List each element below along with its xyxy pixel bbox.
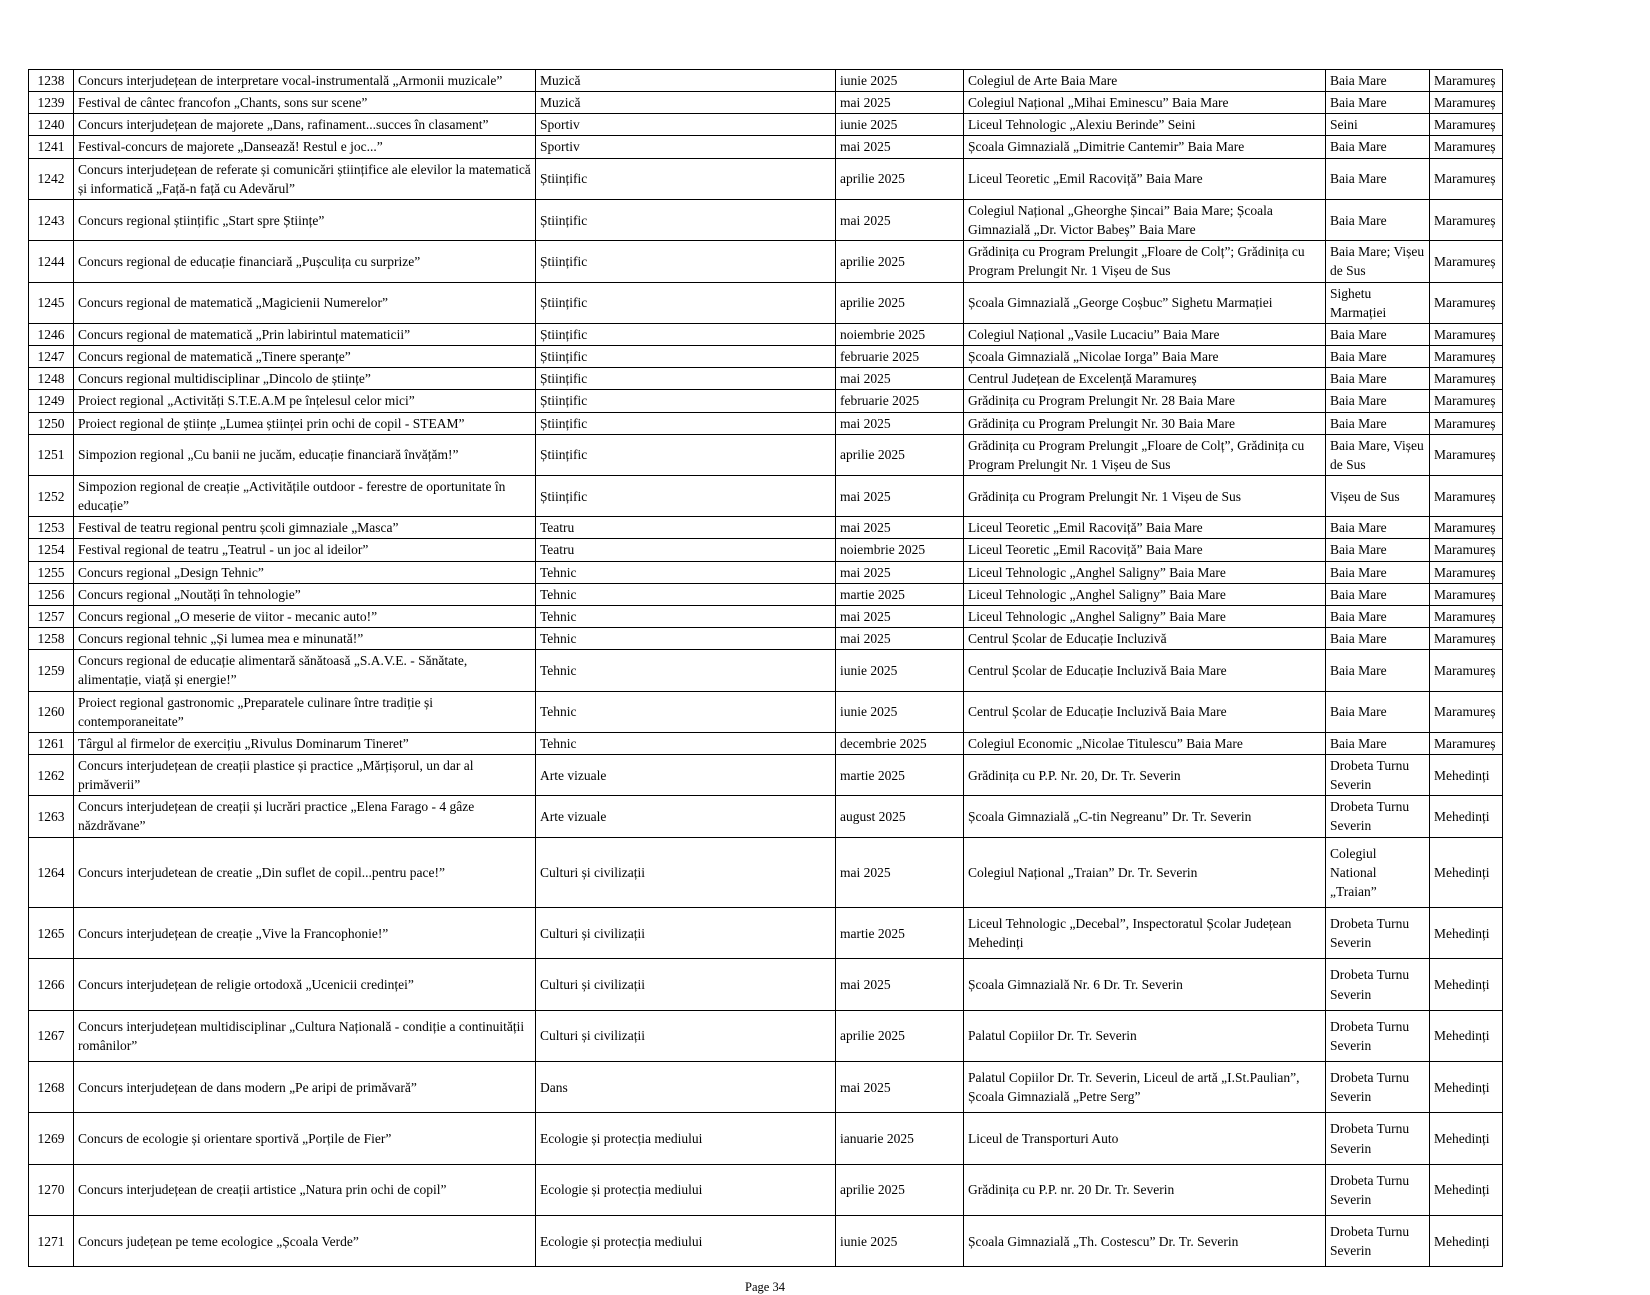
- cell-city: Baia Mare: [1326, 732, 1430, 754]
- cell-name: Festival regional de teatru „Teatrul - un joc al ideilor”: [74, 539, 536, 561]
- cell-category: Științific: [536, 323, 836, 345]
- table-row: [29, 1215, 1503, 1266]
- cell-date: decembrie 2025: [836, 732, 964, 754]
- cell-date: februarie 2025: [836, 346, 964, 368]
- cell-organizer: Grădinița cu Program Prelungit Nr. 28 Baia Mare: [964, 390, 1326, 412]
- cell-county: Maramureș: [1430, 434, 1503, 475]
- cell-date: noiembrie 2025: [836, 539, 964, 561]
- cell-county: Mehedinți: [1430, 1113, 1503, 1164]
- cell-category: Științific: [536, 412, 836, 434]
- cell-name: Concurs regional științific „Start spre Științe”: [74, 199, 536, 240]
- table-row: [29, 755, 1503, 796]
- cell-date: martie 2025: [836, 755, 964, 796]
- cell-category: Teatru: [536, 539, 836, 561]
- cell-city: Baia Mare: [1326, 368, 1430, 390]
- cell-organizer: Centrul Școlar de Educație Incluzivă: [964, 628, 1326, 650]
- cell-county: Maramureș: [1430, 517, 1503, 539]
- cell-city: Baia Mare: [1326, 561, 1430, 583]
- cell-category: Teatru: [536, 517, 836, 539]
- cell-category: Culturi și civilizații: [536, 1010, 836, 1061]
- cell-date: aprilie 2025: [836, 1164, 964, 1215]
- table-row: [29, 114, 1503, 136]
- cell-category: Tehnic: [536, 583, 836, 605]
- table-row: [29, 605, 1503, 627]
- cell-date: ianuarie 2025: [836, 1113, 964, 1164]
- cell-number: 1250: [29, 412, 74, 434]
- cell-name: Concurs interjudețean de referate și comunicări științifice ale elevilor la matematică și informatică „Față-n față cu Adevărul”: [74, 158, 536, 199]
- cell-date: aprilie 2025: [836, 158, 964, 199]
- cell-category: Dans: [536, 1062, 836, 1113]
- cell-date: mai 2025: [836, 605, 964, 627]
- table-row: [29, 92, 1503, 114]
- cell-date: aprilie 2025: [836, 282, 964, 323]
- table-row: [29, 959, 1503, 1010]
- cell-number: 1255: [29, 561, 74, 583]
- cell-county: Maramureș: [1430, 241, 1503, 282]
- cell-name: Simpozion regional de creație „Activitățile outdoor - ferestre de oportunitate în educație”: [74, 475, 536, 516]
- cell-city: Baia Mare: [1326, 691, 1430, 732]
- cell-city: Baia Mare: [1326, 323, 1430, 345]
- cell-name: Concurs interjudetean de creatie „Din suflet de copil...pentru pace!”: [74, 837, 536, 907]
- cell-city: Baia Mare: [1326, 583, 1430, 605]
- cell-number: 1241: [29, 136, 74, 158]
- cell-organizer: Școala Gimnazială „Th. Costescu” Dr. Tr. Severin: [964, 1215, 1326, 1266]
- cell-city: Drobeta Turnu Severin: [1326, 1164, 1430, 1215]
- cell-name: Festival-concurs de majorete „Dansează! Restul e joc...”: [74, 136, 536, 158]
- table-row: [29, 517, 1503, 539]
- cell-county: Maramureș: [1430, 412, 1503, 434]
- table-row: [29, 70, 1503, 92]
- cell-organizer: Colegiul de Arte Baia Mare: [964, 70, 1326, 92]
- cell-date: mai 2025: [836, 959, 964, 1010]
- cell-county: Maramureș: [1430, 92, 1503, 114]
- cell-category: Științific: [536, 475, 836, 516]
- table-row: [29, 837, 1503, 907]
- cell-date: mai 2025: [836, 368, 964, 390]
- cell-number: 1257: [29, 605, 74, 627]
- cell-county: Maramureș: [1430, 561, 1503, 583]
- cell-category: Sportiv: [536, 136, 836, 158]
- cell-date: iunie 2025: [836, 70, 964, 92]
- cell-number: 1251: [29, 434, 74, 475]
- table-row: [29, 628, 1503, 650]
- cell-county: Maramureș: [1430, 136, 1503, 158]
- table-row: [29, 732, 1503, 754]
- cell-county: Maramureș: [1430, 346, 1503, 368]
- cell-organizer: Colegiul Național „Vasile Lucaciu” Baia Mare: [964, 323, 1326, 345]
- table-row: [29, 539, 1503, 561]
- cell-organizer: Școala Gimnazială „Dimitrie Cantemir” Baia Mare: [964, 136, 1326, 158]
- cell-name: Concurs regional „Noutăți în tehnologie”: [74, 583, 536, 605]
- cell-category: Științific: [536, 282, 836, 323]
- cell-county: Maramureș: [1430, 390, 1503, 412]
- cell-county: Mehedinți: [1430, 837, 1503, 907]
- cell-number: 1270: [29, 1164, 74, 1215]
- table-row: [29, 691, 1503, 732]
- cell-county: Mehedinți: [1430, 1164, 1503, 1215]
- cell-category: Tehnic: [536, 650, 836, 691]
- cell-number: 1269: [29, 1113, 74, 1164]
- table-row: [29, 650, 1503, 691]
- cell-organizer: Grădinița cu Program Prelungit „Floare de Colț”; Grădinița cu Program Prelungit Nr. 1 Vișeu de Sus: [964, 241, 1326, 282]
- cell-number: 1245: [29, 282, 74, 323]
- cell-county: Maramureș: [1430, 691, 1503, 732]
- cell-county: Maramureș: [1430, 70, 1503, 92]
- cell-name: Concurs interjudețean multidisciplinar „Cultura Națională - condiție a continuității românilor”: [74, 1010, 536, 1061]
- cell-organizer: Școala Gimnazială „C-tin Negreanu” Dr. Tr. Severin: [964, 796, 1326, 837]
- cell-name: Proiect regional „Activități S.T.E.A.M pe înțelesul celor mici”: [74, 390, 536, 412]
- cell-city: Baia Mare: [1326, 412, 1430, 434]
- cell-organizer: Grădinița cu P.P. Nr. 20, Dr. Tr. Severin: [964, 755, 1326, 796]
- cell-name: Concurs interjudețean de religie ortodoxă „Ucenicii credinței”: [74, 959, 536, 1010]
- cell-city: Baia Mare; Vișeu de Sus: [1326, 241, 1430, 282]
- table-row: [29, 561, 1503, 583]
- table-row: [29, 158, 1503, 199]
- cell-organizer: Liceul Teoretic „Emil Racoviță” Baia Mare: [964, 517, 1326, 539]
- cell-city: Baia Mare: [1326, 346, 1430, 368]
- cell-organizer: Liceul Tehnologic „Anghel Saligny” Baia Mare: [964, 561, 1326, 583]
- table-row: [29, 1113, 1503, 1164]
- cell-organizer: Liceul de Transporturi Auto: [964, 1113, 1326, 1164]
- cell-number: 1239: [29, 92, 74, 114]
- cell-city: Drobeta Turnu Severin: [1326, 755, 1430, 796]
- cell-name: Concurs regional de matematică „Magicienii Numerelor”: [74, 282, 536, 323]
- cell-date: mai 2025: [836, 837, 964, 907]
- cell-category: Științific: [536, 241, 836, 282]
- cell-organizer: Liceul Tehnologic „Decebal”, Inspectoratul Școlar Județean Mehedinți: [964, 908, 1326, 959]
- cell-date: mai 2025: [836, 1062, 964, 1113]
- cell-date: mai 2025: [836, 561, 964, 583]
- cell-county: Maramureș: [1430, 323, 1503, 345]
- cell-date: mai 2025: [836, 628, 964, 650]
- cell-category: Tehnic: [536, 605, 836, 627]
- cell-number: 1258: [29, 628, 74, 650]
- cell-city: Drobeta Turnu Severin: [1326, 1113, 1430, 1164]
- cell-county: Maramureș: [1430, 158, 1503, 199]
- cell-number: 1253: [29, 517, 74, 539]
- cell-city: Baia Mare: [1326, 70, 1430, 92]
- cell-number: 1246: [29, 323, 74, 345]
- cell-category: Sportiv: [536, 114, 836, 136]
- cell-category: Muzică: [536, 70, 836, 92]
- cell-county: Maramureș: [1430, 475, 1503, 516]
- table-row: [29, 583, 1503, 605]
- cell-city: Drobeta Turnu Severin: [1326, 1062, 1430, 1113]
- table-row: [29, 241, 1503, 282]
- cell-number: 1238: [29, 70, 74, 92]
- cell-city: Seini: [1326, 114, 1430, 136]
- cell-name: Concurs interjudețean de creații plastice și practice „Mărțișorul, un dar al primăverii”: [74, 755, 536, 796]
- cell-county: Mehedinți: [1430, 959, 1503, 1010]
- cell-county: Mehedinți: [1430, 796, 1503, 837]
- cell-city: Baia Mare: [1326, 628, 1430, 650]
- cell-organizer: Colegiul Național „Traian” Dr. Tr. Severin: [964, 837, 1326, 907]
- cell-date: martie 2025: [836, 908, 964, 959]
- cell-city: Baia Mare: [1326, 158, 1430, 199]
- cell-date: aprilie 2025: [836, 241, 964, 282]
- cell-name: Festival de cântec francofon „Chants, sons sur scene”: [74, 92, 536, 114]
- cell-city: Drobeta Turnu Severin: [1326, 796, 1430, 837]
- cell-name: Concurs interjudețean de creații artistice „Natura prin ochi de copil”: [74, 1164, 536, 1215]
- cell-city: Baia Mare: [1326, 539, 1430, 561]
- cell-number: 1249: [29, 390, 74, 412]
- cell-organizer: Centrul Școlar de Educație Incluzivă Baia Mare: [964, 691, 1326, 732]
- table-row: [29, 434, 1503, 475]
- cell-category: Tehnic: [536, 628, 836, 650]
- cell-city: Baia Mare: [1326, 650, 1430, 691]
- cell-county: Mehedinți: [1430, 908, 1503, 959]
- cell-number: 1243: [29, 199, 74, 240]
- cell-name: Concurs interjudețean de creații și lucrări practice „Elena Farago - 4 gâze năzdrăvane”: [74, 796, 536, 837]
- table-row: [29, 199, 1503, 240]
- table-row: [29, 1164, 1503, 1215]
- cell-category: Tehnic: [536, 691, 836, 732]
- cell-date: mai 2025: [836, 92, 964, 114]
- cell-number: 1267: [29, 1010, 74, 1061]
- cell-city: Baia Mare: [1326, 92, 1430, 114]
- competitions-table: [28, 69, 1503, 1267]
- page-number: Page 34: [745, 1280, 785, 1295]
- cell-city: Baia Mare: [1326, 517, 1430, 539]
- cell-organizer: Școala Gimnazială „George Coșbuc” Sighetu Marmației: [964, 282, 1326, 323]
- cell-date: februarie 2025: [836, 390, 964, 412]
- table-row: [29, 1062, 1503, 1113]
- cell-date: noiembrie 2025: [836, 323, 964, 345]
- cell-city: Sighetu Marmației: [1326, 282, 1430, 323]
- cell-number: 1252: [29, 475, 74, 516]
- cell-number: 1244: [29, 241, 74, 282]
- cell-city: Drobeta Turnu Severin: [1326, 1215, 1430, 1266]
- cell-county: Maramureș: [1430, 114, 1503, 136]
- cell-date: iunie 2025: [836, 691, 964, 732]
- cell-organizer: Centrul Școlar de Educație Incluzivă Baia Mare: [964, 650, 1326, 691]
- cell-county: Mehedinți: [1430, 755, 1503, 796]
- table-row: [29, 323, 1503, 345]
- cell-name: Concurs județean pe teme ecologice „Școala Verde”: [74, 1215, 536, 1266]
- cell-organizer: Grădinița cu P.P. nr. 20 Dr. Tr. Severin: [964, 1164, 1326, 1215]
- cell-organizer: Palatul Copiilor Dr. Tr. Severin: [964, 1010, 1326, 1061]
- cell-city: Baia Mare: [1326, 605, 1430, 627]
- table-row: [29, 908, 1503, 959]
- cell-organizer: Liceul Tehnologic „Alexiu Berinde” Seini: [964, 114, 1326, 136]
- cell-county: Maramureș: [1430, 628, 1503, 650]
- cell-number: 1260: [29, 691, 74, 732]
- cell-county: Maramureș: [1430, 282, 1503, 323]
- cell-organizer: Grădinița cu Program Prelungit Nr. 1 Vișeu de Sus: [964, 475, 1326, 516]
- cell-category: Tehnic: [536, 732, 836, 754]
- cell-category: Științific: [536, 158, 836, 199]
- cell-name: Concurs interjudețean de dans modern „Pe aripi de primăvară”: [74, 1062, 536, 1113]
- cell-category: Tehnic: [536, 561, 836, 583]
- cell-date: iunie 2025: [836, 114, 964, 136]
- cell-name: Concurs regional de matematică „Tinere speranțe”: [74, 346, 536, 368]
- cell-category: Culturi și civilizații: [536, 908, 836, 959]
- cell-date: mai 2025: [836, 475, 964, 516]
- cell-number: 1262: [29, 755, 74, 796]
- table-row: [29, 412, 1503, 434]
- cell-name: Concurs regional de matematică „Prin labirintul matematicii”: [74, 323, 536, 345]
- cell-category: Arte vizuale: [536, 796, 836, 837]
- cell-organizer: Grădinița cu Program Prelungit Nr. 30 Baia Mare: [964, 412, 1326, 434]
- table-body: [29, 70, 1503, 1267]
- cell-name: Simpozion regional „Cu banii ne jucăm, educație financiară învățăm!”: [74, 434, 536, 475]
- cell-organizer: Liceul Tehnologic „Anghel Saligny” Baia Mare: [964, 583, 1326, 605]
- cell-date: iunie 2025: [836, 650, 964, 691]
- cell-organizer: Colegiul Național „Gheorghe Șincai” Baia Mare; Școala Gimnazială „Dr. Victor Babeș” Baia Mare: [964, 199, 1326, 240]
- cell-name: Proiect regional de științe „Lumea științei prin ochi de copil - STEAM”: [74, 412, 536, 434]
- cell-county: Mehedinți: [1430, 1010, 1503, 1061]
- cell-date: iunie 2025: [836, 1215, 964, 1266]
- cell-city: Baia Mare: [1326, 390, 1430, 412]
- cell-category: Științific: [536, 368, 836, 390]
- cell-number: 1254: [29, 539, 74, 561]
- cell-city: Colegiul National „Traian”: [1326, 837, 1430, 907]
- cell-county: Maramureș: [1430, 605, 1503, 627]
- table-row: [29, 796, 1503, 837]
- cell-organizer: Școala Gimnazială Nr. 6 Dr. Tr. Severin: [964, 959, 1326, 1010]
- cell-date: august 2025: [836, 796, 964, 837]
- cell-name: Concurs regional multidisciplinar „Dincolo de științe”: [74, 368, 536, 390]
- cell-number: 1256: [29, 583, 74, 605]
- cell-category: Culturi și civilizații: [536, 837, 836, 907]
- cell-name: Concurs interjudețean de creație „Vive la Francophonie!”: [74, 908, 536, 959]
- cell-county: Maramureș: [1430, 650, 1503, 691]
- cell-date: aprilie 2025: [836, 434, 964, 475]
- cell-number: 1263: [29, 796, 74, 837]
- cell-name: Concurs de ecologie și orientare sportivă „Porțile de Fier”: [74, 1113, 536, 1164]
- cell-organizer: Colegiul Național „Mihai Eminescu” Baia Mare: [964, 92, 1326, 114]
- cell-name: Concurs interjudețean de interpretare vocal-instrumentală „Armonii muzicale”: [74, 70, 536, 92]
- cell-number: 1271: [29, 1215, 74, 1266]
- cell-city: Baia Mare: [1326, 199, 1430, 240]
- cell-name: Concurs regional „O meserie de viitor - mecanic auto!”: [74, 605, 536, 627]
- cell-city: Drobeta Turnu Severin: [1326, 908, 1430, 959]
- cell-number: 1247: [29, 346, 74, 368]
- table-row: [29, 390, 1503, 412]
- cell-number: 1268: [29, 1062, 74, 1113]
- cell-category: Ecologie și protecția mediului: [536, 1113, 836, 1164]
- cell-number: 1242: [29, 158, 74, 199]
- cell-category: Ecologie și protecția mediului: [536, 1215, 836, 1266]
- cell-county: Mehedinți: [1430, 1062, 1503, 1113]
- cell-name: Concurs interjudețean de majorete „Dans, rafinament...succes în clasament”: [74, 114, 536, 136]
- cell-organizer: Liceul Teoretic „Emil Racoviță” Baia Mare: [964, 539, 1326, 561]
- cell-date: mai 2025: [836, 136, 964, 158]
- cell-name: Concurs regional tehnic „Și lumea mea e minunată!”: [74, 628, 536, 650]
- cell-city: Baia Mare: [1326, 136, 1430, 158]
- table-row: [29, 1010, 1503, 1061]
- cell-category: Muzică: [536, 92, 836, 114]
- cell-category: Arte vizuale: [536, 755, 836, 796]
- table-row: [29, 136, 1503, 158]
- cell-number: 1261: [29, 732, 74, 754]
- cell-number: 1259: [29, 650, 74, 691]
- cell-number: 1265: [29, 908, 74, 959]
- cell-organizer: Palatul Copiilor Dr. Tr. Severin, Liceul de artă „I.St.Paulian”, Școala Gimnazială „Petre Serg”: [964, 1062, 1326, 1113]
- cell-organizer: Grădinița cu Program Prelungit „Floare de Colț”, Grădinița cu Program Prelungit Nr. 1 Vișeu de Sus: [964, 434, 1326, 475]
- cell-organizer: Liceul Teoretic „Emil Racoviță” Baia Mare: [964, 158, 1326, 199]
- table-row: [29, 368, 1503, 390]
- cell-number: 1248: [29, 368, 74, 390]
- cell-organizer: Centrul Județean de Excelență Maramureș: [964, 368, 1326, 390]
- cell-date: martie 2025: [836, 583, 964, 605]
- cell-category: Culturi și civilizații: [536, 959, 836, 1010]
- cell-city: Drobeta Turnu Severin: [1326, 1010, 1430, 1061]
- cell-name: Târgul al firmelor de exercițiu „Rivulus Dominarum Tineret”: [74, 732, 536, 754]
- cell-county: Maramureș: [1430, 583, 1503, 605]
- cell-name: Concurs regional de educație financiară „Pușculița cu surprize”: [74, 241, 536, 282]
- table-row: [29, 282, 1503, 323]
- table-row: [29, 475, 1503, 516]
- cell-category: Ecologie și protecția mediului: [536, 1164, 836, 1215]
- cell-category: Științific: [536, 434, 836, 475]
- cell-name: Concurs regional de educație alimentară sănătoasă „S.A.V.E. - Sănătate, alimentație, viață și energie!”: [74, 650, 536, 691]
- cell-date: mai 2025: [836, 517, 964, 539]
- cell-city: Drobeta Turnu Severin: [1326, 959, 1430, 1010]
- cell-organizer: Liceul Tehnologic „Anghel Saligny” Baia Mare: [964, 605, 1326, 627]
- cell-organizer: Colegiul Economic „Nicolae Titulescu” Baia Mare: [964, 732, 1326, 754]
- cell-number: 1266: [29, 959, 74, 1010]
- cell-category: Științific: [536, 199, 836, 240]
- cell-county: Maramureș: [1430, 368, 1503, 390]
- cell-name: Proiect regional gastronomic „Preparatele culinare între tradiție și contemporaneitate”: [74, 691, 536, 732]
- cell-number: 1264: [29, 837, 74, 907]
- cell-category: Științific: [536, 346, 836, 368]
- cell-county: Maramureș: [1430, 732, 1503, 754]
- table-row: [29, 346, 1503, 368]
- cell-city: Vișeu de Sus: [1326, 475, 1430, 516]
- cell-date: aprilie 2025: [836, 1010, 964, 1061]
- cell-date: mai 2025: [836, 412, 964, 434]
- cell-county: Mehedinți: [1430, 1215, 1503, 1266]
- cell-category: Științific: [536, 390, 836, 412]
- cell-name: Concurs regional „Design Tehnic”: [74, 561, 536, 583]
- cell-organizer: Școala Gimnazială „Nicolae Iorga” Baia Mare: [964, 346, 1326, 368]
- cell-date: mai 2025: [836, 199, 964, 240]
- cell-number: 1240: [29, 114, 74, 136]
- cell-city: Baia Mare, Vișeu de Sus: [1326, 434, 1430, 475]
- cell-name: Festival de teatru regional pentru școli gimnaziale „Masca”: [74, 517, 536, 539]
- cell-county: Maramureș: [1430, 539, 1503, 561]
- cell-county: Maramureș: [1430, 199, 1503, 240]
